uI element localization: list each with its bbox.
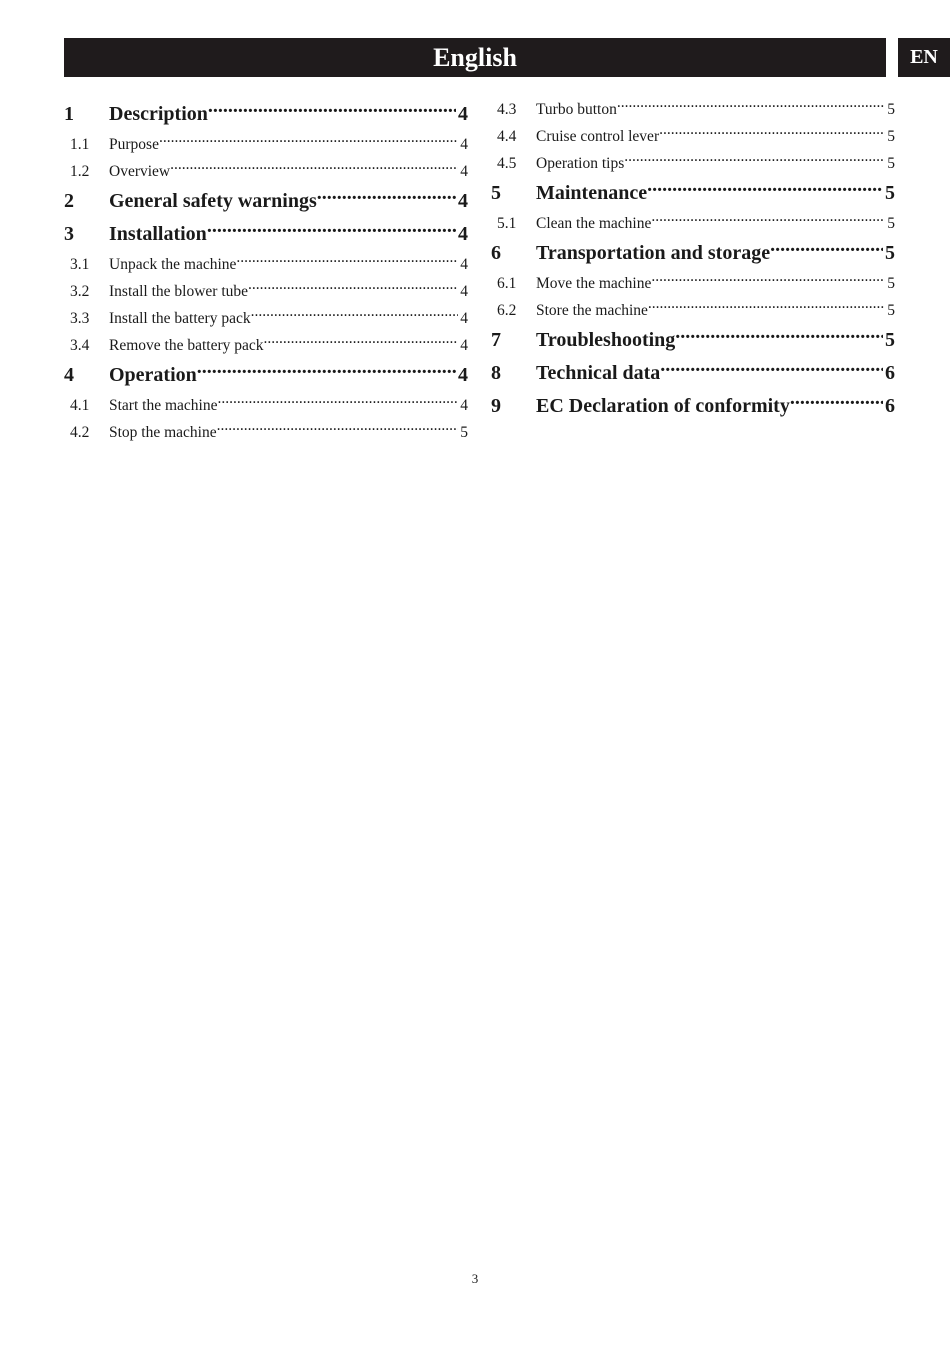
toc-entry-number: 2 (64, 190, 74, 212)
toc-chapter-entry[interactable] (491, 390, 895, 423)
toc-entry-page: 4 (460, 256, 468, 273)
toc-entry-number: 3.3 (70, 310, 90, 327)
toc-entry-page: 6 (885, 395, 895, 417)
toc-entry-title: Description (109, 103, 208, 125)
toc-chapter-entry[interactable] (491, 177, 895, 210)
toc-entry-number: 4.3 (497, 101, 517, 118)
toc-dot-leader (317, 185, 456, 207)
toc-dot-leader (660, 357, 883, 379)
toc-dot-leader (207, 218, 456, 240)
toc-entry-number: 9 (491, 395, 501, 417)
toc-entry-title: Purpose (109, 136, 159, 153)
toc-entry-page: 5 (887, 128, 895, 145)
toc-entry-page: 5 (460, 424, 468, 441)
toc-entry-page: 4 (460, 337, 468, 354)
toc-dot-leader (208, 98, 456, 120)
toc-column-left (64, 98, 468, 446)
toc-entry-number: 4.1 (70, 397, 90, 414)
toc-entry-number: 5 (491, 182, 501, 204)
toc-entry-title: Operation tips (536, 155, 625, 172)
toc-entry-title: Operation (109, 364, 197, 386)
toc-entry-number: 6.1 (497, 275, 517, 292)
toc-entry-title: EC Declaration of conformity (536, 395, 790, 417)
toc-entry-number: 1 (64, 103, 74, 125)
toc-entry-title: General safety warnings (109, 190, 317, 212)
toc-dot-leader (248, 278, 458, 296)
toc-entry-page: 4 (460, 136, 468, 153)
toc-entry-title: Move the machine (536, 275, 652, 292)
toc-dot-leader (217, 419, 459, 437)
toc-section-entry[interactable] (491, 270, 895, 297)
toc-entry-title: Transportation and storage (536, 242, 771, 264)
toc-entry-page: 4 (458, 223, 468, 245)
toc-entry-page: 4 (460, 283, 468, 300)
toc-entry-number: 4 (64, 364, 74, 386)
toc-dot-leader (790, 390, 883, 412)
toc-entry-page: 4 (460, 397, 468, 414)
toc-section-entry[interactable] (64, 305, 468, 332)
toc-dot-leader (675, 324, 883, 346)
toc-entry-page: 5 (887, 155, 895, 172)
toc-dot-leader (648, 297, 885, 315)
toc-column-right (491, 96, 895, 423)
toc-entry-page: 5 (885, 182, 895, 204)
toc-section-entry[interactable] (64, 278, 468, 305)
toc-chapter-entry[interactable] (64, 359, 468, 392)
toc-dot-leader (647, 177, 883, 199)
toc-entry-number: 7 (491, 329, 501, 351)
toc-entry-page: 4 (458, 364, 468, 386)
toc-entry-number: 6 (491, 242, 501, 264)
toc-entry-number: 4.5 (497, 155, 517, 172)
toc-entry-number: 4.2 (70, 424, 90, 441)
toc-entry-page: 4 (460, 163, 468, 180)
toc-section-entry[interactable] (64, 158, 468, 185)
toc-dot-leader (217, 392, 458, 410)
toc-entry-page: 5 (887, 215, 895, 232)
toc-dot-leader (659, 123, 885, 141)
toc-dot-leader (624, 150, 885, 168)
toc-dot-leader (264, 332, 459, 350)
section-title-bar: English (64, 38, 886, 77)
toc-section-entry[interactable] (64, 251, 468, 278)
toc-section-entry[interactable] (64, 419, 468, 446)
toc-entry-title: Install the blower tube (109, 283, 249, 300)
toc-dot-leader (617, 96, 885, 114)
toc-entry-page: 5 (887, 275, 895, 292)
page-number: 3 (471, 1271, 479, 1286)
toc-dot-leader (197, 359, 456, 381)
toc-dot-leader (770, 237, 883, 259)
toc-entry-page: 6 (885, 362, 895, 384)
toc-section-entry[interactable] (491, 96, 895, 123)
toc-entry-title: Troubleshooting (536, 329, 676, 351)
toc-entry-title: Cruise control lever (536, 128, 660, 145)
toc-entry-title: Maintenance (536, 182, 648, 204)
toc-entry-page: 4 (458, 103, 468, 125)
toc-entry-number: 4.4 (497, 128, 517, 145)
language-tab: EN (898, 38, 950, 77)
toc-entry-title: Install the battery pack (109, 310, 251, 327)
toc-entry-title: Technical data (536, 362, 661, 384)
toc-entry-page: 4 (460, 310, 468, 327)
toc-entry-number: 3.1 (70, 256, 90, 273)
toc-entry-title: Store the machine (536, 302, 648, 319)
toc-entry-number: 1.2 (70, 163, 90, 180)
toc-dot-leader (236, 251, 458, 269)
toc-dot-leader (170, 158, 458, 176)
toc-section-entry[interactable] (491, 297, 895, 324)
toc-section-entry[interactable] (64, 131, 468, 158)
toc-section-entry[interactable] (491, 123, 895, 150)
toc-chapter-entry[interactable] (64, 185, 468, 218)
toc-dot-leader (651, 270, 885, 288)
toc-entry-title: Remove the battery pack (109, 337, 264, 354)
toc-chapter-entry[interactable] (491, 357, 895, 390)
toc-entry-number: 6.2 (497, 302, 517, 319)
toc-entry-page: 5 (887, 302, 895, 319)
toc-section-entry[interactable] (64, 332, 468, 359)
toc-entry-page: 5 (885, 242, 895, 264)
toc-section-entry[interactable] (491, 150, 895, 177)
toc-entry-title: Stop the machine (109, 424, 217, 441)
toc-entry-title: Unpack the machine (109, 256, 237, 273)
toc-entry-number: 3 (64, 223, 74, 245)
toc-entry-title: Turbo button (536, 101, 617, 118)
toc-section-entry[interactable] (64, 392, 468, 419)
toc-entry-title: Start the machine (109, 397, 218, 414)
toc-entry-number: 1.1 (70, 136, 90, 153)
toc-entry-number: 5.1 (497, 215, 517, 232)
toc-entry-number: 3.2 (70, 283, 90, 300)
toc-dot-leader (159, 131, 458, 149)
toc-chapter-entry[interactable] (64, 218, 468, 251)
toc-entry-title: Overview (109, 163, 171, 180)
toc-dot-leader (651, 210, 885, 228)
toc-dot-leader (251, 305, 459, 323)
toc-entry-title: Installation (109, 223, 207, 245)
toc-section-entry[interactable] (491, 210, 895, 237)
toc-entry-title: Clean the machine (536, 215, 652, 232)
toc-chapter-entry[interactable] (491, 324, 895, 357)
toc-chapter-entry[interactable] (64, 98, 468, 131)
toc-chapter-entry[interactable] (491, 237, 895, 270)
toc-entry-number: 3.4 (70, 337, 90, 354)
toc-entry-page: 5 (887, 101, 895, 118)
toc-entry-page: 5 (885, 329, 895, 351)
toc-entry-number: 8 (491, 362, 501, 384)
toc-entry-page: 4 (458, 190, 468, 212)
